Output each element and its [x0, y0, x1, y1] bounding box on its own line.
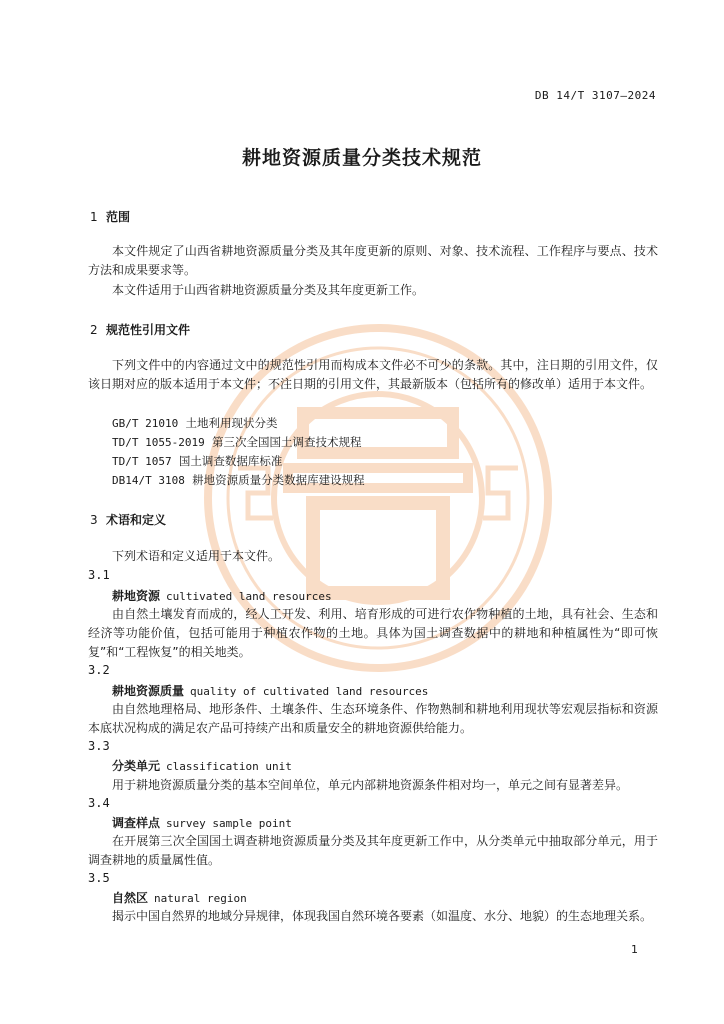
- section-number: 2: [90, 323, 98, 337]
- term-zh: 调查样点: [112, 816, 161, 830]
- section-3-intro: 下列术语和定义适用于本文件。: [112, 549, 281, 563]
- term-heading: [112, 682, 428, 699]
- term-heading: [112, 814, 292, 831]
- reference-item: [112, 415, 278, 431]
- reference-code: TD/T 1055-2019: [112, 436, 205, 449]
- section-1-heading: [90, 208, 130, 225]
- section-3-heading: [90, 511, 166, 528]
- section-title: 术语和定义: [106, 513, 167, 527]
- term-number: 3.3: [88, 739, 110, 753]
- term-en: classification unit: [166, 760, 292, 773]
- reference-item: [112, 472, 365, 488]
- reference-item: [112, 453, 282, 469]
- reference-code: TD/T 1057: [112, 455, 172, 468]
- term-zh: 耕地资源: [112, 589, 161, 603]
- section-number: 3: [90, 513, 98, 527]
- term-definition: 由自然土壤发育而成的，经人工开发、利用、培育形成的可进行农作物种植的土地，具有社会、生态和经济等功能价值，包括可能用于种植农作物的土地。具体为国土调查数据中的耕地和种植属性为“即可恢复”和“工程恢复”的相关地类。: [88, 607, 658, 659]
- page-number: 1: [631, 943, 638, 956]
- term-en: cultivated land resources: [166, 590, 332, 603]
- term-number: 3.4: [88, 796, 110, 810]
- reference-code: GB/T 21010: [112, 417, 179, 430]
- term-definition: 由自然地理格局、地形条件、土壤条件、生态环境条件、作物熟制和耕地利用现状等宏观层指标和资源本底状况构成的满足农产品可持续产出和质量安全的耕地资源供给能力。: [88, 702, 658, 735]
- reference-name: 第三次全国国土调查技术规程: [212, 435, 362, 449]
- term-zh: 自然区: [112, 891, 149, 905]
- reference-item: [112, 434, 362, 450]
- term-zh: 耕地资源质量: [112, 684, 185, 698]
- term-number: 3.2: [88, 663, 110, 677]
- term-en: quality of cultivated land resources: [190, 685, 429, 698]
- reference-name: 土地利用现状分类: [185, 416, 278, 430]
- section-number: 1: [90, 210, 98, 224]
- section-2-heading: [90, 321, 190, 338]
- term-zh: 分类单元: [112, 759, 161, 773]
- term-heading: [112, 889, 247, 906]
- term-number: 3.1: [88, 568, 110, 582]
- term-definition: 在开展第三次全国国土调查耕地资源质量分类及其年度更新工作中，从分类单元中抽取部分单元，用于调查耕地的质量属性值。: [88, 834, 658, 867]
- term-heading: [112, 587, 332, 604]
- reference-code: DB14/T 3108: [112, 474, 185, 487]
- term-number: 3.5: [88, 871, 110, 885]
- document-code: DB 14/T 3107—2024: [534, 89, 656, 102]
- section-1-paragraph-1: 本文件规定了山西省耕地资源质量分类及其年度更新的原则、对象、技术流程、工作程序与要点、技术方法和成果要求等。: [88, 244, 658, 277]
- document-title: 耕地资源质量分类技术规范: [241, 147, 482, 169]
- reference-name: 国土调查数据库标准: [178, 454, 283, 468]
- term-heading: [112, 757, 292, 774]
- reference-name: 耕地资源质量分类数据库建设规程: [192, 473, 365, 487]
- term-definition: 揭示中国自然界的地域分异规律，体现我国自然环境各要素（如温度、水分、地貌）的生态地理关系。: [112, 909, 653, 923]
- section-title: 规范性引用文件: [106, 323, 191, 337]
- term-definition: 用于耕地资源质量分类的基本空间单位，单元内部耕地资源条件相对均一，单元之间有显著差异。: [112, 778, 629, 792]
- section-title: 范围: [106, 210, 131, 224]
- section-1-paragraph-2: 本文件适用于山西省耕地资源质量分类及其年度更新工作。: [112, 283, 425, 297]
- term-en: natural region: [154, 892, 247, 905]
- section-2-paragraph-1: 下列文件中的内容通过文中的规范性引用而构成本文件必不可少的条款。其中，注日期的引用文件，仅该日期对应的版本适用于本文件；不注日期的引用文件，其最新版本（包括所有的修改单）适用于本文件。: [88, 358, 658, 391]
- term-en: survey sample point: [166, 817, 292, 830]
